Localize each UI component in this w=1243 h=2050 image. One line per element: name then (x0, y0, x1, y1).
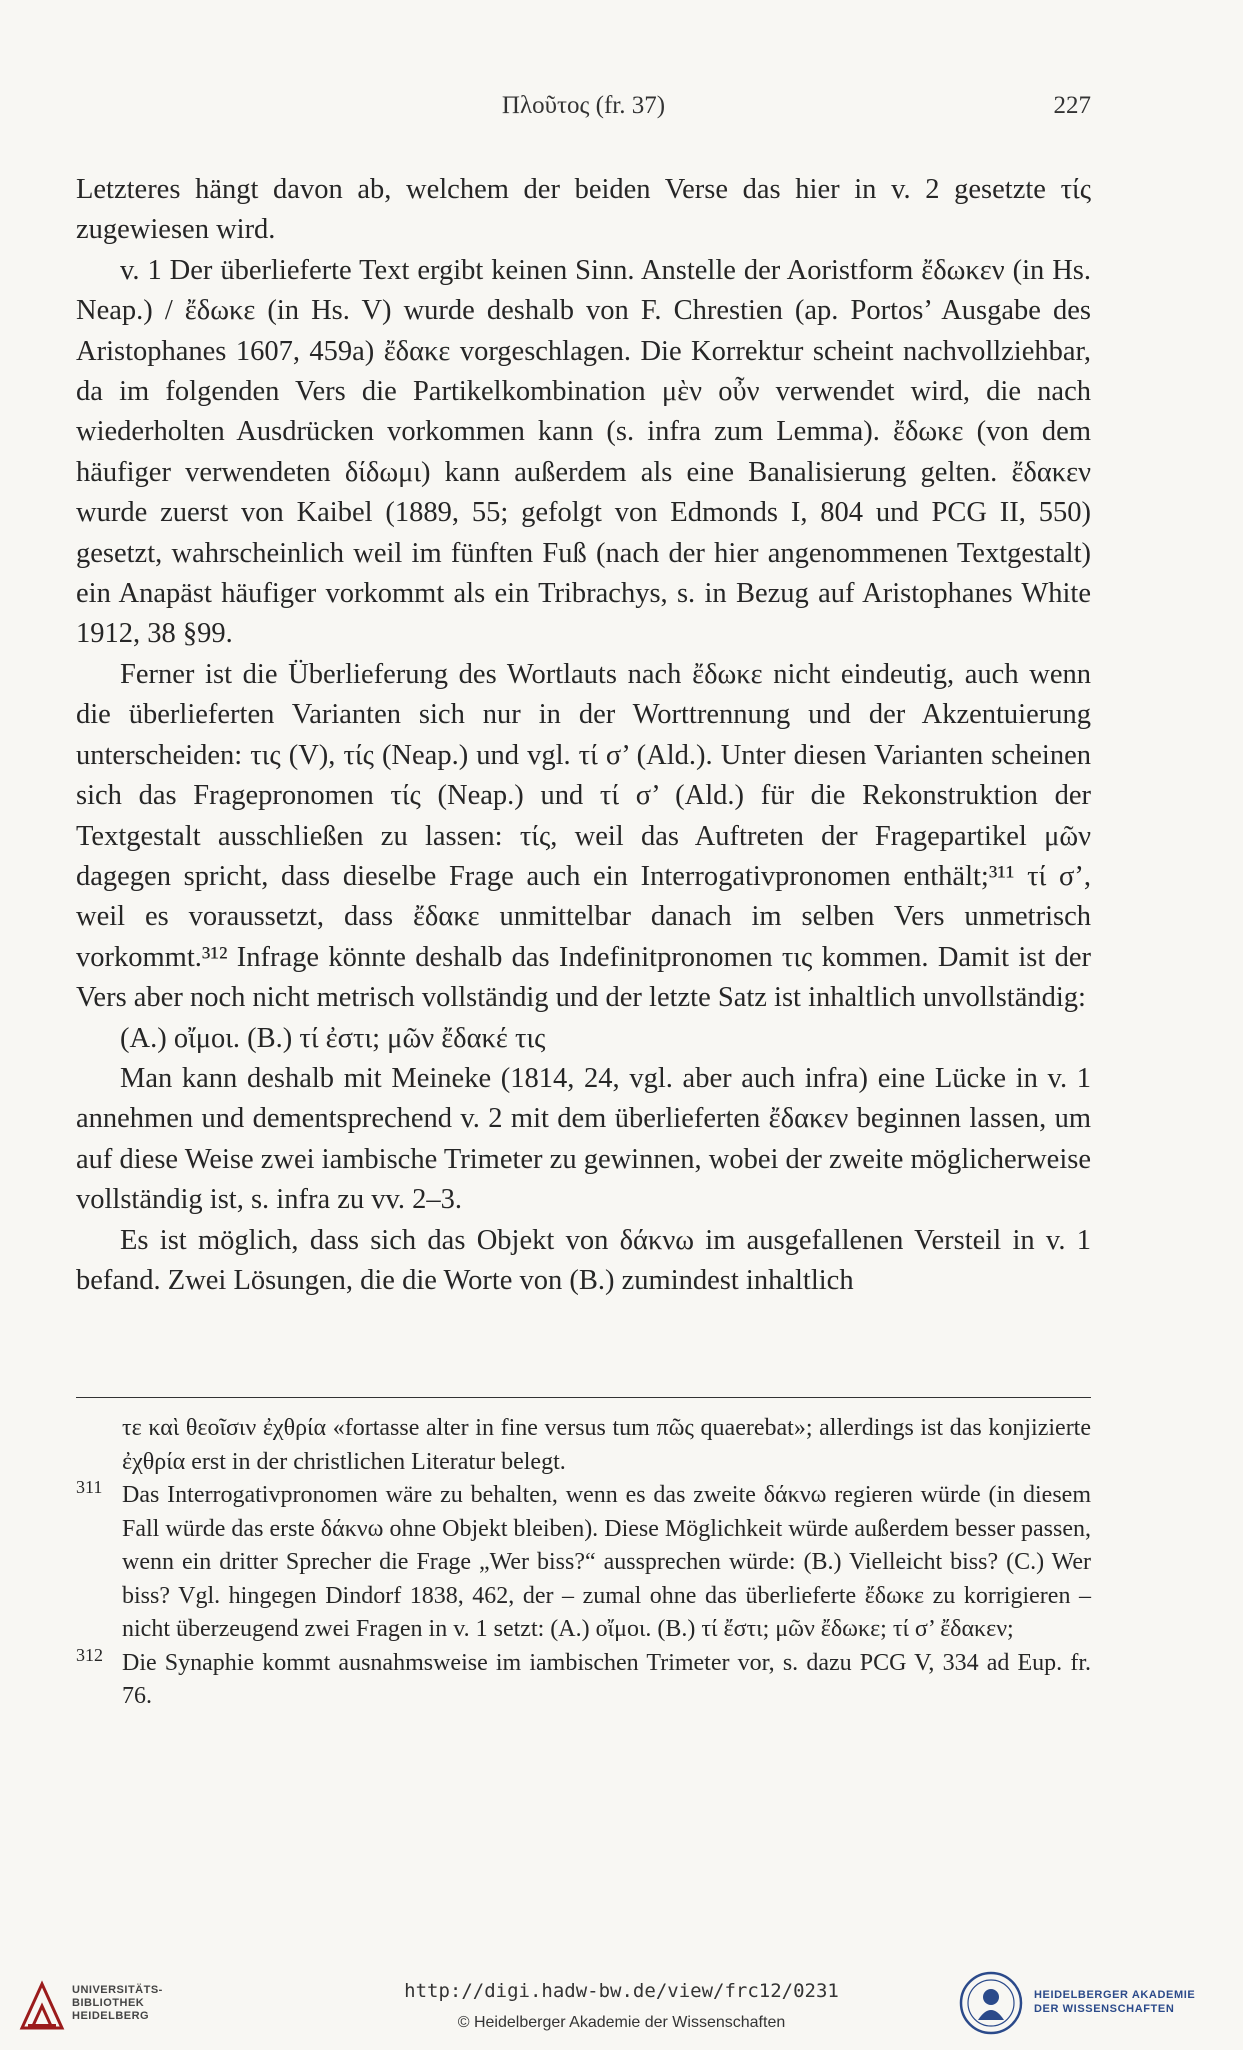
footnote-312 (76, 1644, 1091, 1714)
academy-name: HEIDELBERGER AKADEMIE DER WISSENSCHAFTEN (1034, 1989, 1196, 2015)
footnotes (76, 1412, 1091, 1714)
paragraph-1: Letzteres hängt davon ab, welchem der beiden Verse das hier in v. 2 gesetzte τίς zugewiesen wird. (76, 174, 1091, 246)
permalink-url[interactable]: http://digi.hadw-bw.de/view/frc12/0231 (404, 1980, 839, 2002)
verse-quote: (A.) οἴμοι. (B.) τί ἐστι; μῶν ἔδακέ τις (120, 1022, 546, 1054)
running-title: Πλοῦτος (fr. 37) (501, 92, 666, 119)
library-name: UNIVERSITÄTS- BIBLIOTHEK HEIDELBERG (72, 1984, 163, 2022)
copyright-notice: © Heidelberger Akademie der Wissenschaften (457, 2014, 786, 2031)
academy-seal-icon (958, 1970, 1024, 2036)
paragraph-2: v. 1 Der überlieferte Text ergibt keinen Sinn. Anstelle der Aoristform ἔδωκεν (in Hs. Neap.) / ἔδωκε (in Hs. V) wurde deshalb von F. Chrestien (ap. Portos’ Ausgabe des Aristophanes 1607, 459a) ἔδακε vorgeschlagen. Die Korrektur scheint nachvollziehbar, da im folgenden Vers die Partikelkombination μὲν οὖν verwendet wird, die nach wiederholten Ausdrücken vorkommen kann (s. infra zum Lemma). ἔδωκε (von dem häufiger verwendeten δίδωμι) kann außerdem als eine Banalisierung gelten. ἔδακεν wurde zuerst von Kaibel (1889, 55; gefolgt von Edmonds I, 804 und PCG II, 550) gesetzt, wahrscheinlich weil im fünften Fuß (nach der hier angenommenen Textgestalt) ein Anapäst häufiger vorkommt als ein Tribrachys, s. in Bezug auf Aristophanes White 1912, 38 §99. (76, 254, 1091, 650)
running-header (76, 92, 1091, 132)
footnote-text: Das Interrogativpronomen wäre zu behalten, wenn es das zweite δάκνω regieren würde (in diesem Fall würde das erste δάκνω ohne Objekt bleiben). Diese Möglichkeit würde außerdem besser passen, wenn ein dritter Sprecher die Frage „Wer biss?“ aussprechen würde: (B.) Vielleicht biss? (C.) Wer biss? Vgl. hingegen Dindorf 1838, 462, der – zumal ohne das überlieferte ἔδωκε zu korrigieren – nicht überzeugend zwei Fragen in v. 1 setzt: (A.) οἴμοι. (B.) τί ἔστι; μῶν ἔδωκε; τί σ’ ἔδακεν; (122, 1482, 1091, 1642)
paragraph-4: Man kann deshalb mit Meineke (1814, 24, vgl. aber auch infra) eine Lücke in v. 1 annehmen und dementsprechend v. 2 mit dem überlieferten ἔδακεν beginnen lassen, um auf diese Weise zwei iambische Trimeter zu gewinnen, wobei der zweite möglicherweise vollständig ist, s. infra zu vv. 2–3. (76, 1062, 1091, 1216)
paragraph-3: Ferner ist die Überlieferung des Wortlauts nach ἔδωκε nicht eindeutig, auch wenn die überlieferten Varianten sich nur in der Worttrennung und der Akzentuierung unterscheiden: τις (V), τίς (Neap.) und vgl. τί σ’ (Ald.). Unter diesen Varianten scheinen sich das Fragepronomen τίς (Neap.) und τί σ’ (Ald.) für die Rekonstruktion der Textgestalt ausschließen zu lassen: τίς, weil das Auftreten der Fragepartikel μῶν dagegen spricht, dass dieselbe Frage auch ein Interrogativpronomen enthält;³¹¹ τί σ’, weil es voraussetzt, dass ἔδακε unmittelbar danach im selben Vers unmetrisch vorkommt.³¹² Infrage könnte deshalb das Indefinitpronomen τις kommen. Damit ist der Vers aber noch nicht metrisch vollständig und der letzte Satz ist inhaltlich unvollständig: (76, 658, 1091, 1014)
footnote-text: Die Synaphie kommt ausnahmsweise im iambischen Trimeter vor, s. dazu PCG V, 334 ad Eup. fr. 76. (122, 1649, 1091, 1709)
page-number: 227 (1053, 92, 1091, 119)
footnote-number: 311 (76, 1477, 103, 1497)
footnote-number: 312 (76, 1644, 103, 1665)
paragraph-5: Es ist möglich, dass sich das Objekt von δάκνω im ausgefallenen Versteil in v. 1 befand. Zwei Lösungen, die die Worte von (B.) zumindest inhaltlich (76, 1224, 1091, 1296)
footnote-311 (76, 1479, 1091, 1647)
footnote-continuation: τε καὶ θεοῖσιν ἐχθρία «fortasse alter in fine versus tum πῶς quaerebat»; allerdings ist das konjizierte ἐχθρία erst in der christlichen Literatur belegt. (122, 1415, 1091, 1475)
main-text (76, 170, 1091, 1301)
digitization-footer (0, 1962, 1243, 2050)
footnote-divider (76, 1397, 1091, 1398)
